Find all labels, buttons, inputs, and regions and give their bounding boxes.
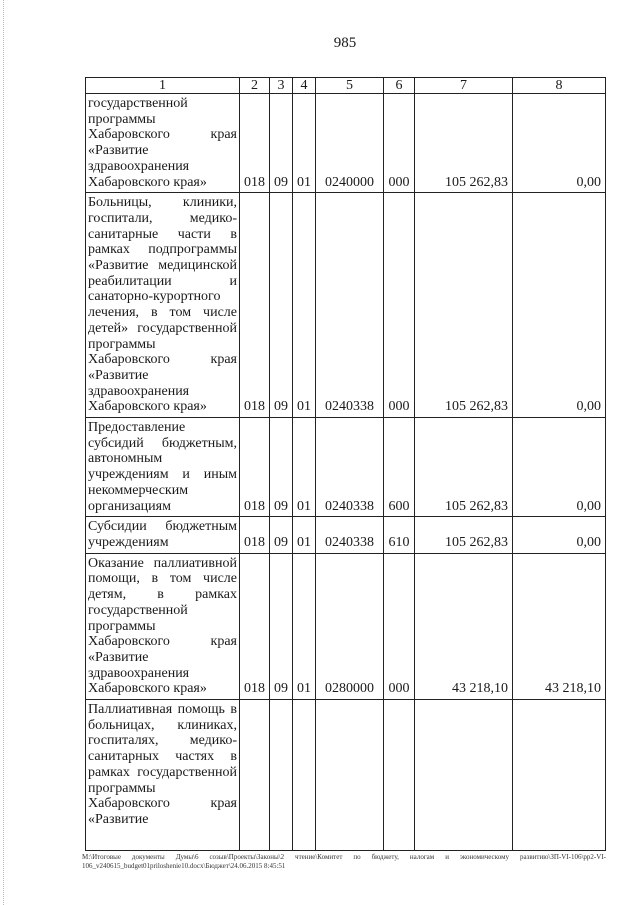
section-code-cell: 09: [270, 94, 293, 193]
amount-col7-cell: 105 262,83: [415, 193, 513, 418]
file-path-footer-line-2: 106_v240615_budget01priloshenie10.docx\Бюджет\24.06.2015 8:45:51: [82, 862, 286, 870]
amount-col8-cell: 0,00: [513, 517, 606, 553]
amount-col7-cell: 43 218,10: [415, 553, 513, 699]
table-row: [86, 700, 606, 851]
item-name-cell: Паллиативная помощь в больницах, клиниках, госпиталях, медико-санитарных частях в рамках государственной программы Хабаровского края «Развитие: [86, 700, 240, 851]
item-name-cell: Субсидии бюджетным учреждениям: [86, 517, 240, 553]
expense-type-cell: 000: [384, 193, 415, 418]
expense-type-cell: 600: [384, 418, 415, 517]
column-header-5: 5: [316, 78, 384, 94]
table-row: [86, 94, 606, 193]
table-header-row: [86, 78, 606, 94]
budget-table: [85, 77, 606, 851]
ministry-code-cell: [240, 700, 270, 851]
section-code-cell: 09: [270, 517, 293, 553]
ministry-code-cell: 018: [240, 553, 270, 699]
table-row: [86, 418, 606, 517]
subsection-code-cell: 01: [293, 418, 316, 517]
file-path-footer-line-1: М:\Итоговые документы Думы\6 созыв\Проекты\Законы\2 чтение\Комитет по бюджету, налогам и экономическому развитию\ЗП-VI-106\pp2-VI-: [82, 853, 606, 861]
subsection-code-cell: 01: [293, 193, 316, 418]
table-row: [86, 193, 606, 418]
amount-col8-cell: 0,00: [513, 418, 606, 517]
column-header-3: 3: [270, 78, 293, 94]
table-row: [86, 517, 606, 553]
item-name-cell: государственной программы Хабаровского края «Развитие здравоохранения Хабаровского края»: [86, 94, 240, 193]
ministry-code-cell: 018: [240, 94, 270, 193]
expense-type-cell: 000: [384, 94, 415, 193]
page-number: 985: [333, 35, 357, 51]
target-article-cell: 0240338: [316, 193, 384, 418]
ministry-code-cell: 018: [240, 193, 270, 418]
subsection-code-cell: [293, 700, 316, 851]
target-article-cell: [316, 700, 384, 851]
amount-col8-cell: 0,00: [513, 193, 606, 418]
amount-col7-cell: 105 262,83: [415, 94, 513, 193]
expense-type-cell: [384, 700, 415, 851]
column-header-1: 1: [86, 78, 240, 94]
section-code-cell: [270, 700, 293, 851]
column-header-4: 4: [293, 78, 316, 94]
section-code-cell: 09: [270, 418, 293, 517]
item-name-cell: Оказание паллиативной помощи, в том числе детям, в рамках государственной программы Хабаровского края «Развитие здравоохранения Хабаровского края»: [86, 553, 240, 699]
section-code-cell: 09: [270, 553, 293, 699]
amount-col7-cell: [415, 700, 513, 851]
amount-col8-cell: 43 218,10: [513, 553, 606, 699]
item-name-cell: Больницы, клиники, госпитали, медико-санитарные части в рамках подпрограммы «Развитие медицинской реабилитации и санаторно-курортного лечения, в том числе детей» государственной программы Хабаровского края «Развитие здравоохранения Хабаровского края»: [86, 193, 240, 418]
target-article-cell: 0240000: [316, 94, 384, 193]
table-row: [86, 553, 606, 699]
ministry-code-cell: 018: [240, 517, 270, 553]
item-name-cell: Предоставление субсидий бюджетным, автономным учреждениям и иным некоммерческим организациям: [86, 418, 240, 517]
section-code-cell: 09: [270, 193, 293, 418]
target-article-cell: 0240338: [316, 517, 384, 553]
amount-col7-cell: 105 262,83: [415, 517, 513, 553]
amount-col8-cell: 0,00: [513, 94, 606, 193]
expense-type-cell: 610: [384, 517, 415, 553]
target-article-cell: 0280000: [316, 553, 384, 699]
amount-col7-cell: 105 262,83: [415, 418, 513, 517]
column-header-2: 2: [240, 78, 270, 94]
amount-col8-cell: [513, 700, 606, 851]
scan-edge-line: [3, 0, 4, 905]
expense-type-cell: 000: [384, 553, 415, 699]
column-header-7: 7: [415, 78, 513, 94]
subsection-code-cell: 01: [293, 517, 316, 553]
column-header-8: 8: [513, 78, 606, 94]
column-header-6: 6: [384, 78, 415, 94]
subsection-code-cell: 01: [293, 94, 316, 193]
subsection-code-cell: 01: [293, 553, 316, 699]
ministry-code-cell: 018: [240, 418, 270, 517]
target-article-cell: 0240338: [316, 418, 384, 517]
